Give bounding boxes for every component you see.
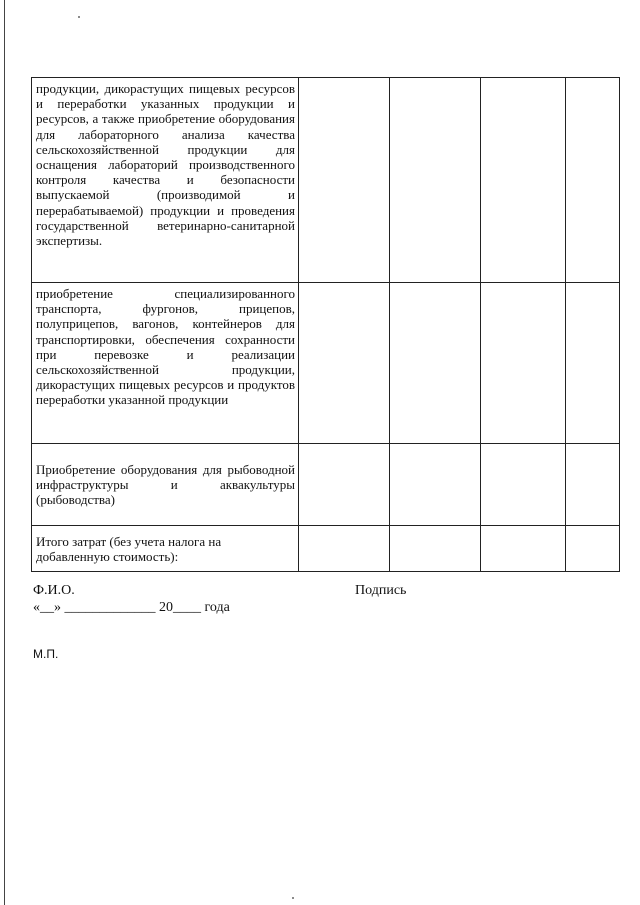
scan-speck — [292, 897, 294, 899]
expenses-table — [31, 77, 620, 572]
stamp-label: М.П. — [33, 647, 59, 661]
value-cell — [299, 526, 390, 572]
signature-label: Подпись — [355, 583, 407, 598]
value-cell — [299, 444, 390, 526]
table-row — [32, 78, 620, 283]
value-cell — [390, 78, 481, 283]
value-cell — [566, 526, 620, 572]
table-row — [32, 444, 620, 526]
value-cell — [390, 283, 481, 444]
fio-label: Ф.И.О. — [33, 583, 75, 598]
total-label: Итого затрат (без учета налога на добавленную стоимость): — [32, 526, 299, 572]
date-line: «__» _____________ 20____ года — [33, 600, 230, 615]
value-cell — [566, 444, 620, 526]
value-cell — [481, 78, 566, 283]
value-cell — [481, 526, 566, 572]
value-cell — [481, 444, 566, 526]
table-row-total — [32, 526, 620, 572]
row-description: приобретение специализированного транспорта, фургонов, прицепов, полуприцепов, вагонов, контейнеров для транспортировки, обеспечения сохранности при перевозке и реализации сельскохозяйственной продукции, дикорастущих пищевых ресурсов и продуктов переработки указанной продукции — [32, 283, 299, 444]
table-row — [32, 283, 620, 444]
value-cell — [390, 526, 481, 572]
value-cell — [566, 78, 620, 283]
scan-speck — [78, 16, 80, 18]
row-description: продукции, дикорастущих пищевых ресурсов и переработки указанных продукции и ресурсов, а также приобретение оборудования для лабораторного анализа качества сельскохозяйственной продукции для оснащения лабораторий производственного контроля качества и безопасности выпускаемой (производимой и перерабатываемой) продукции и проведения государственной ветеринарно-санитарной экспертизы. — [32, 78, 299, 283]
value-cell — [481, 283, 566, 444]
value-cell — [299, 78, 390, 283]
value-cell — [390, 444, 481, 526]
value-cell — [299, 283, 390, 444]
value-cell — [566, 283, 620, 444]
page-left-edge — [4, 0, 5, 905]
row-description: Приобретение оборудования для рыбоводной инфраструктуры и аквакультуры (рыбоводства) — [32, 444, 299, 526]
